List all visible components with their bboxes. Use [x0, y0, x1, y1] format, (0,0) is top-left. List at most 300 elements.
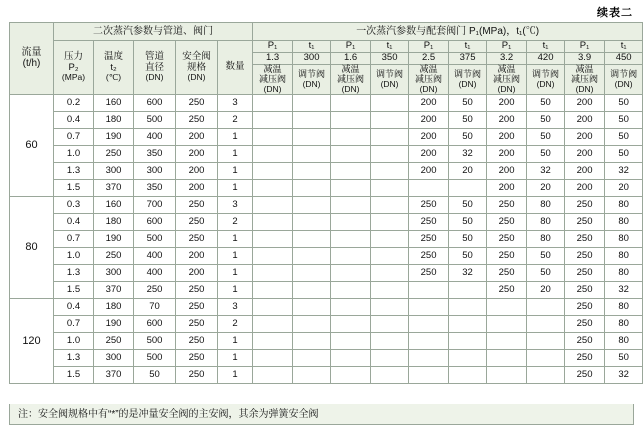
cell-v0 [253, 247, 293, 264]
cell-v9: 80 [605, 332, 643, 349]
cell-v6: 200 [487, 111, 527, 128]
cell-v2 [331, 230, 371, 247]
cell-v7: 50 [527, 128, 565, 145]
cell-v7: 80 [527, 230, 565, 247]
cell-v5: 50 [449, 196, 487, 213]
cell-v7: 50 [527, 264, 565, 281]
cell-p2: 0.7 [54, 230, 94, 247]
cell-t2: 180 [94, 111, 134, 128]
cell-v6: 250 [487, 281, 527, 298]
cell-p2: 0.4 [54, 111, 94, 128]
cell-v2 [331, 128, 371, 145]
table-row [10, 298, 643, 315]
cell-v6 [487, 298, 527, 315]
cell-v7: 80 [527, 196, 565, 213]
cell-v5: 50 [449, 247, 487, 264]
cell-v5: 50 [449, 230, 487, 247]
cell-sv: 200 [176, 247, 218, 264]
cell-v8: 250 [565, 213, 605, 230]
cell-dn: 500 [134, 349, 176, 366]
table-row [10, 230, 643, 247]
primary-p-label-1: P₁ [253, 41, 293, 53]
cell-dn: 600 [134, 213, 176, 230]
cell-v1 [293, 332, 331, 349]
cell-v0 [253, 162, 293, 179]
subcol-control-1 [293, 64, 331, 94]
cell-sv: 250 [176, 213, 218, 230]
cell-v4: 250 [409, 213, 449, 230]
table-row [10, 128, 643, 145]
cell-sv: 250 [176, 230, 218, 247]
cell-v5 [449, 281, 487, 298]
flow-value-120: 120 [10, 298, 54, 383]
subcol-reducer-1-l3: (DN) [263, 83, 282, 94]
cell-v7: 50 [527, 111, 565, 128]
cell-v1 [293, 196, 331, 213]
cell-v9: 50 [605, 128, 643, 145]
primary-p-label-2: P₁ [331, 41, 371, 53]
cell-v6: 250 [487, 264, 527, 281]
cell-v4: 200 [409, 111, 449, 128]
cell-v8: 200 [565, 111, 605, 128]
primary-t-value-5: 450 [605, 52, 643, 64]
table-row [10, 349, 643, 366]
cell-v5: 50 [449, 213, 487, 230]
subcol-control-1-l3: (DN) [302, 78, 321, 89]
cell-v5 [449, 315, 487, 332]
cell-v1 [293, 298, 331, 315]
cell-qty: 1 [218, 247, 253, 264]
cell-v2 [331, 94, 371, 111]
cell-t2: 250 [94, 145, 134, 162]
table-row [10, 196, 643, 213]
primary-p-label-3: P₁ [409, 41, 449, 53]
cell-v9: 20 [605, 179, 643, 196]
cell-qty: 1 [218, 349, 253, 366]
primary-p-label-4: P₁ [487, 41, 527, 53]
col-pressure-p2-l3: (MPa) [61, 72, 86, 83]
cell-v1 [293, 366, 331, 383]
cell-p2: 0.4 [54, 298, 94, 315]
cell-v7 [527, 366, 565, 383]
secondary-group-header: 二次蒸汽参数与管道、阀门 [54, 23, 253, 41]
cell-v7: 50 [527, 94, 565, 111]
cell-sv: 250 [176, 315, 218, 332]
cell-v4 [409, 366, 449, 383]
cell-v5 [449, 349, 487, 366]
cell-v8: 200 [565, 162, 605, 179]
subcol-control-4 [527, 64, 565, 94]
cell-t2: 250 [94, 332, 134, 349]
cell-sv: 250 [176, 366, 218, 383]
cell-v9: 80 [605, 247, 643, 264]
cell-p2: 0.2 [54, 94, 94, 111]
col-temperature-t2 [94, 41, 134, 95]
subcol-reducer-4-l2: 减压阀 [493, 73, 521, 84]
cell-v1 [293, 281, 331, 298]
cell-v3 [371, 298, 409, 315]
cell-v6: 250 [487, 213, 527, 230]
cell-v2 [331, 349, 371, 366]
cell-v4 [409, 298, 449, 315]
subcol-control-2-l3: (DN) [380, 78, 399, 89]
cell-v8: 250 [565, 196, 605, 213]
cell-qty: 2 [218, 315, 253, 332]
primary-p-value-4: 3.2 [487, 52, 527, 64]
cell-v0 [253, 179, 293, 196]
cell-v4: 250 [409, 247, 449, 264]
cell-v6: 250 [487, 196, 527, 213]
cell-v2 [331, 281, 371, 298]
subcol-control-1-l1: 调节阀 [298, 68, 326, 79]
cell-dn: 500 [134, 111, 176, 128]
flow-value-60: 60 [10, 94, 54, 196]
cell-v0 [253, 196, 293, 213]
cell-v3 [371, 111, 409, 128]
subcol-reducer-3-l1: 减温 [419, 63, 438, 74]
cell-v0 [253, 281, 293, 298]
cell-v9: 50 [605, 94, 643, 111]
cell-v4: 200 [409, 162, 449, 179]
cell-v0 [253, 111, 293, 128]
table-row [10, 179, 643, 196]
cell-v4: 200 [409, 128, 449, 145]
primary-p-label-5: P₁ [565, 41, 605, 53]
cell-v4 [409, 315, 449, 332]
subcol-reducer-5 [565, 64, 605, 94]
cell-v5 [449, 366, 487, 383]
col-temperature-t2-l3: (℃) [105, 72, 122, 83]
cell-dn: 70 [134, 298, 176, 315]
cell-v5 [449, 179, 487, 196]
cell-v9: 32 [605, 366, 643, 383]
primary-t-label-2: t₁ [371, 41, 409, 53]
cell-v0 [253, 315, 293, 332]
primary-t-label-5: t₁ [605, 41, 643, 53]
cell-v9: 32 [605, 162, 643, 179]
subcol-control-2-l1: 调节阀 [376, 68, 404, 79]
cell-sv: 250 [176, 332, 218, 349]
cell-sv: 200 [176, 128, 218, 145]
primary-p-value-3: 2.5 [409, 52, 449, 64]
cell-v9: 80 [605, 213, 643, 230]
subcol-reducer-1-l1: 减温 [263, 63, 282, 74]
cell-v9: 32 [605, 281, 643, 298]
cell-v1 [293, 349, 331, 366]
cell-v1 [293, 162, 331, 179]
subcol-reducer-2-l2: 减压阀 [337, 73, 365, 84]
cell-dn: 500 [134, 332, 176, 349]
cell-v7 [527, 298, 565, 315]
cell-v1 [293, 111, 331, 128]
cell-v0 [253, 264, 293, 281]
cell-v5: 32 [449, 145, 487, 162]
col-safety-valve-spec-l3: (DN) [187, 72, 206, 83]
col-pressure-p2-l1: 压力 [63, 51, 83, 63]
cell-dn: 600 [134, 94, 176, 111]
cell-v5 [449, 298, 487, 315]
cell-v6: 200 [487, 128, 527, 145]
cell-t2: 300 [94, 349, 134, 366]
cell-v1 [293, 264, 331, 281]
subcol-reducer-5-l1: 减温 [575, 63, 594, 74]
cell-p2: 0.7 [54, 315, 94, 332]
cell-v0 [253, 332, 293, 349]
cell-p2: 1.5 [54, 281, 94, 298]
subcol-reducer-2-l3: (DN) [341, 83, 360, 94]
cell-p2: 0.7 [54, 128, 94, 145]
cell-v0 [253, 366, 293, 383]
primary-group-header: 一次蒸汽参数与配套阀门 P₁(MPa)，t₁(℃) [253, 23, 643, 41]
cell-v5: 20 [449, 162, 487, 179]
col-safety-valve-spec-l2: 规格 [186, 61, 206, 73]
primary-p-value-5: 3.9 [565, 52, 605, 64]
cell-v2 [331, 196, 371, 213]
col-safety-valve-spec [176, 41, 218, 95]
cell-v4 [409, 349, 449, 366]
cell-dn: 300 [134, 162, 176, 179]
primary-t-value-3: 375 [449, 52, 487, 64]
cell-t2: 370 [94, 281, 134, 298]
cell-v5: 50 [449, 94, 487, 111]
header-row-groups [10, 23, 643, 41]
cell-v1 [293, 179, 331, 196]
cell-sv: 250 [176, 196, 218, 213]
flow-header-cell [10, 23, 54, 95]
cell-v3 [371, 281, 409, 298]
cell-v4: 200 [409, 145, 449, 162]
cell-sv: 250 [176, 281, 218, 298]
cell-v9: 80 [605, 196, 643, 213]
subcol-reducer-4 [487, 64, 527, 94]
cell-v6: 200 [487, 162, 527, 179]
table-row [10, 94, 643, 111]
cell-v1 [293, 213, 331, 230]
cell-v6: 200 [487, 145, 527, 162]
cell-qty: 2 [218, 213, 253, 230]
cell-p2: 0.3 [54, 196, 94, 213]
cell-v2 [331, 179, 371, 196]
cell-v7: 50 [527, 145, 565, 162]
continuation-title: 续表二 [597, 7, 633, 19]
subcol-reducer-2 [331, 64, 371, 94]
cell-v3 [371, 349, 409, 366]
cell-qty: 1 [218, 281, 253, 298]
cell-v9: 80 [605, 264, 643, 281]
cell-v7: 32 [527, 162, 565, 179]
cell-v0 [253, 94, 293, 111]
cell-sv: 200 [176, 264, 218, 281]
cell-v2 [331, 145, 371, 162]
cell-v4 [409, 281, 449, 298]
primary-t-value-4: 420 [527, 52, 565, 64]
cell-v3 [371, 366, 409, 383]
col-pipe-diameter-l2: 直径 [144, 61, 164, 73]
subcol-reducer-4-l3: (DN) [497, 83, 516, 94]
cell-v6: 200 [487, 94, 527, 111]
cell-dn: 250 [134, 281, 176, 298]
cell-v4: 250 [409, 230, 449, 247]
cell-t2: 180 [94, 298, 134, 315]
subcol-reducer-5-l3: (DN) [575, 83, 594, 94]
subcol-reducer-3-l3: (DN) [419, 83, 438, 94]
cell-v8: 250 [565, 298, 605, 315]
flow-value-80: 80 [10, 196, 54, 298]
primary-t-label-3: t₁ [449, 41, 487, 53]
cell-sv: 200 [176, 145, 218, 162]
cell-v3 [371, 332, 409, 349]
cell-v0 [253, 298, 293, 315]
subcol-reducer-3 [409, 64, 449, 94]
table-row [10, 145, 643, 162]
col-safety-valve-spec-l1: 安全阀 [182, 51, 211, 63]
cell-p2: 1.5 [54, 179, 94, 196]
cell-t2: 300 [94, 162, 134, 179]
subcol-reducer-2-l1: 减温 [341, 63, 360, 74]
col-pressure-p2-l2: P₂ [68, 61, 79, 73]
cell-v9: 80 [605, 315, 643, 332]
primary-p-value-2: 1.6 [331, 52, 371, 64]
cell-qty: 1 [218, 128, 253, 145]
cell-p2: 1.0 [54, 332, 94, 349]
cell-v9: 50 [605, 111, 643, 128]
cell-v3 [371, 94, 409, 111]
cell-v3 [371, 179, 409, 196]
table-row [10, 162, 643, 179]
cell-v6: 250 [487, 230, 527, 247]
subcol-control-5-l3: (DN) [614, 78, 633, 89]
cell-v3 [371, 128, 409, 145]
table-row [10, 366, 643, 383]
subcol-control-4-l3: (DN) [536, 78, 555, 89]
cell-t2: 190 [94, 128, 134, 145]
cell-v3 [371, 230, 409, 247]
cell-v2 [331, 162, 371, 179]
subcol-control-3 [449, 64, 487, 94]
cell-v2 [331, 315, 371, 332]
subcol-reducer-4-l1: 减温 [497, 63, 516, 74]
cell-p2: 1.0 [54, 145, 94, 162]
parameter-table [9, 22, 643, 384]
cell-dn: 400 [134, 128, 176, 145]
cell-v2 [331, 332, 371, 349]
flow-header-line2: (t/h) [22, 58, 41, 70]
cell-v4: 250 [409, 264, 449, 281]
cell-p2: 1.3 [54, 264, 94, 281]
table-note-text: 注：安全阀规格中有“*”的是冲量安全阀的主安阀，其余为弹簧安全阀 [9, 404, 634, 425]
cell-v8: 200 [565, 128, 605, 145]
cell-v8: 250 [565, 349, 605, 366]
col-pipe-diameter-l1: 管道 [144, 51, 164, 63]
cell-v1 [293, 128, 331, 145]
col-pipe-diameter [134, 41, 176, 95]
cell-v3 [371, 315, 409, 332]
cell-v4 [409, 332, 449, 349]
cell-v1 [293, 315, 331, 332]
cell-v5: 50 [449, 128, 487, 145]
cell-qty: 3 [218, 94, 253, 111]
table-row [10, 111, 643, 128]
cell-v8: 250 [565, 332, 605, 349]
cell-t2: 190 [94, 315, 134, 332]
cell-v7: 20 [527, 179, 565, 196]
cell-dn: 700 [134, 196, 176, 213]
cell-v8: 250 [565, 247, 605, 264]
subcol-control-5 [605, 64, 643, 94]
cell-sv: 200 [176, 179, 218, 196]
cell-t2: 160 [94, 196, 134, 213]
table-row [10, 315, 643, 332]
cell-dn: 400 [134, 264, 176, 281]
cell-sv: 250 [176, 349, 218, 366]
cell-v1 [293, 230, 331, 247]
cell-t2: 370 [94, 179, 134, 196]
subcol-control-3-l1: 调节阀 [454, 68, 482, 79]
cell-sv: 200 [176, 162, 218, 179]
cell-v3 [371, 213, 409, 230]
subcol-control-4-l1: 调节阀 [532, 68, 560, 79]
header-row-pt-labels [10, 41, 643, 53]
table-row [10, 332, 643, 349]
cell-qty: 1 [218, 264, 253, 281]
cell-v5: 32 [449, 264, 487, 281]
cell-qty: 1 [218, 366, 253, 383]
cell-v2 [331, 366, 371, 383]
cell-v0 [253, 349, 293, 366]
primary-t-label-4: t₁ [527, 41, 565, 53]
subcol-reducer-3-l2: 减压阀 [415, 73, 443, 84]
cell-v0 [253, 145, 293, 162]
cell-v3 [371, 196, 409, 213]
subcol-control-2 [371, 64, 409, 94]
cell-v9: 80 [605, 230, 643, 247]
cell-v3 [371, 162, 409, 179]
col-safety-valve-qty-label: 数量 [225, 61, 245, 73]
cell-v4: 250 [409, 196, 449, 213]
flow-header-line1: 流量 [21, 47, 42, 59]
cell-v7 [527, 315, 565, 332]
cell-v2 [331, 298, 371, 315]
cell-v6 [487, 332, 527, 349]
cell-p2: 1.0 [54, 247, 94, 264]
cell-v1 [293, 145, 331, 162]
col-safety-valve-qty [218, 41, 253, 95]
cell-v2 [331, 247, 371, 264]
cell-qty: 3 [218, 196, 253, 213]
cell-dn: 350 [134, 145, 176, 162]
cell-v7: 50 [527, 247, 565, 264]
subcol-control-5-l1: 调节阀 [610, 68, 638, 79]
cell-v5: 50 [449, 111, 487, 128]
primary-t-value-1: 300 [293, 52, 331, 64]
cell-p2: 1.3 [54, 349, 94, 366]
col-pressure-p2 [54, 41, 94, 95]
cell-qty: 1 [218, 230, 253, 247]
table-row [10, 264, 643, 281]
cell-v6 [487, 315, 527, 332]
table-row [10, 213, 643, 230]
cell-v2 [331, 264, 371, 281]
cell-v9: 50 [605, 349, 643, 366]
cell-v8: 250 [565, 281, 605, 298]
cell-v3 [371, 145, 409, 162]
table-note [9, 404, 634, 425]
cell-t2: 160 [94, 94, 134, 111]
cell-sv: 250 [176, 94, 218, 111]
cell-v2 [331, 213, 371, 230]
primary-t-value-2: 350 [371, 52, 409, 64]
cell-qty: 3 [218, 298, 253, 315]
